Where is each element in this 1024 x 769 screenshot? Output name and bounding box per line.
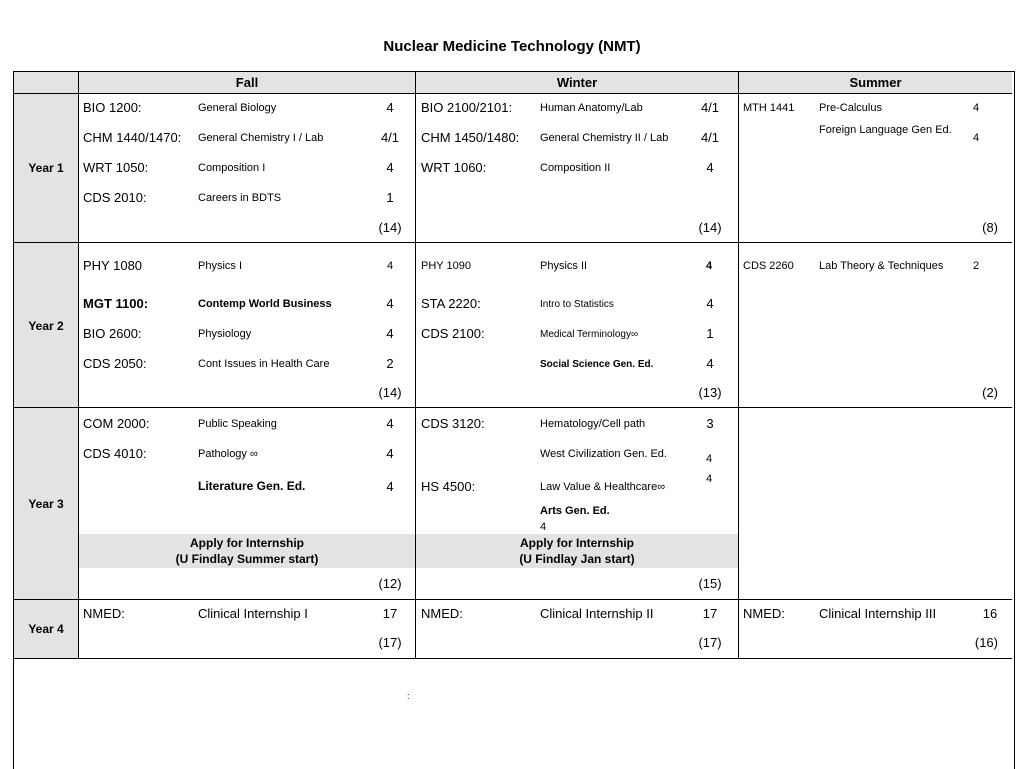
course-credits: 4 — [386, 326, 394, 341]
term-total: (16) — [974, 635, 998, 650]
course-code: PHY 1080 — [83, 258, 143, 273]
course-name: General Chemistry I / Lab — [198, 132, 324, 144]
course-credits: 4 — [386, 479, 394, 494]
header-fall: Fall — [235, 75, 259, 90]
term-total: (8) — [982, 220, 998, 235]
course-name: General Biology — [198, 102, 277, 114]
course-credits: 1 — [706, 326, 714, 341]
course-code: MTH 1441 — [743, 102, 795, 114]
course-name: Hematology/Cell path — [540, 418, 646, 430]
course-name: Physics I — [198, 260, 243, 272]
course-code: STA 2220: — [421, 296, 481, 311]
course-code: COM 2000: — [83, 416, 150, 431]
course-credits: 4 — [386, 260, 394, 272]
course-name: Social Science Gen. Ed. — [540, 359, 654, 370]
schedule-table — [13, 71, 1015, 769]
course-code: HS 4500: — [421, 479, 476, 494]
course-code: BIO 2600: — [83, 326, 142, 341]
course-name: Public Speaking — [198, 418, 277, 430]
course-credits: 4/1 — [700, 100, 720, 115]
course-name: West Civilization Gen. Ed. — [540, 448, 667, 460]
course-name: Human Anatomy/Lab — [540, 102, 643, 114]
year-3-label: Year 3 — [28, 497, 64, 511]
course-credits: 4 — [540, 521, 547, 533]
course-credits: 4 — [705, 473, 713, 485]
course-name: Pathology ∞ — [198, 448, 258, 460]
course-credits: 4 — [972, 132, 980, 144]
course-name: Clinical Internship III — [819, 606, 937, 621]
course-credits: 4 — [386, 446, 394, 461]
internship-note-winter: Apply for Internship (U Findlay Jan start) — [519, 536, 635, 566]
course-code: CDS 4010: — [83, 446, 147, 461]
course-name: Law Value & Healthcare∞ — [540, 481, 666, 493]
course-code: CDS 2100: — [421, 326, 485, 341]
course-code: CDS 3120: — [421, 416, 485, 431]
course-code: NMED: — [743, 606, 785, 621]
course-name: Foreign Language Gen Ed. — [819, 124, 952, 136]
course-credits: 4 — [972, 102, 980, 114]
course-credits: 4 — [386, 160, 394, 175]
course-credits: 17 — [702, 606, 718, 621]
course-name: Physics II — [540, 260, 588, 272]
course-name: Careers in BDTS — [198, 192, 282, 204]
term-total: (14) — [378, 220, 402, 235]
course-name: Composition I — [198, 162, 266, 174]
page-title: Nuclear Medicine Technology (NMT) — [383, 38, 641, 55]
course-credits: 4 — [706, 356, 714, 371]
course-name: Contemp World Business — [198, 298, 332, 310]
course-code: CHM 1440/1470: — [83, 130, 182, 145]
course-credits: 4 — [705, 453, 713, 465]
internship-note-fall: Apply for Internship (U Findlay Summer start) — [175, 536, 319, 566]
course-code: WRT 1060: — [421, 160, 487, 175]
year-2-label: Year 2 — [28, 319, 64, 333]
course-name: Clinical Internship I — [198, 606, 308, 621]
course-code: MGT 1100: — [83, 296, 149, 311]
course-code: CDS 2010: — [83, 190, 147, 205]
course-code: NMED: — [83, 606, 125, 621]
course-credits: 4/1 — [700, 130, 720, 145]
course-code: CDS 2260 — [743, 260, 794, 272]
course-name: Composition II — [540, 162, 611, 174]
term-total: (2) — [982, 385, 998, 400]
course-code: CHM 1450/1480: — [421, 130, 520, 145]
course-credits: 4 — [706, 160, 714, 175]
course-name: Medical Terminology∞ — [540, 329, 639, 340]
term-total: (17) — [378, 635, 402, 650]
footer-mark: : — [407, 691, 410, 701]
course-code: PHY 1090 — [421, 260, 471, 272]
term-total: (13) — [698, 385, 722, 400]
course-name: Lab Theory & Techniques — [819, 260, 944, 272]
header-winter: Winter — [556, 75, 598, 90]
course-credits: 4 — [386, 100, 394, 115]
term-total: (15) — [698, 576, 722, 591]
course-credits: 4 — [386, 416, 394, 431]
course-code: WRT 1050: — [83, 160, 149, 175]
course-credits: 2 — [972, 260, 980, 272]
course-credits: 1 — [386, 190, 394, 205]
term-total: (14) — [378, 385, 402, 400]
course-name: Arts Gen. Ed. — [540, 505, 610, 517]
course-name: General Chemistry II / Lab — [540, 132, 669, 144]
header-summer: Summer — [849, 75, 902, 90]
term-total: (17) — [698, 635, 722, 650]
course-credits: 2 — [386, 356, 394, 371]
course-name: Literature Gen. Ed. — [198, 479, 306, 493]
course-name: Intro to Statistics — [540, 299, 614, 310]
course-credits: 16 — [982, 606, 998, 621]
course-name: Pre-Calculus — [819, 102, 882, 114]
course-code: CDS 2050: — [83, 356, 147, 371]
term-total: (14) — [698, 220, 722, 235]
course-credits: 17 — [382, 606, 398, 621]
course-code: BIO 1200: — [83, 100, 142, 115]
course-credits: 4 — [705, 260, 713, 272]
course-name: Cont Issues in Health Care — [198, 358, 330, 370]
course-credits: 4 — [706, 296, 714, 311]
course-name: Physiology — [198, 328, 252, 340]
course-code: NMED: — [421, 606, 463, 621]
course-name: Clinical Internship II — [540, 606, 654, 621]
year-1-label: Year 1 — [28, 161, 64, 175]
year-column-shade — [14, 93, 78, 658]
course-credits: 3 — [706, 416, 714, 431]
course-credits: 4 — [386, 296, 394, 311]
term-total: (12) — [378, 576, 402, 591]
course-code: BIO 2100/2101: — [421, 100, 513, 115]
course-credits: 4/1 — [380, 130, 400, 145]
year-4-label: Year 4 — [28, 622, 64, 636]
